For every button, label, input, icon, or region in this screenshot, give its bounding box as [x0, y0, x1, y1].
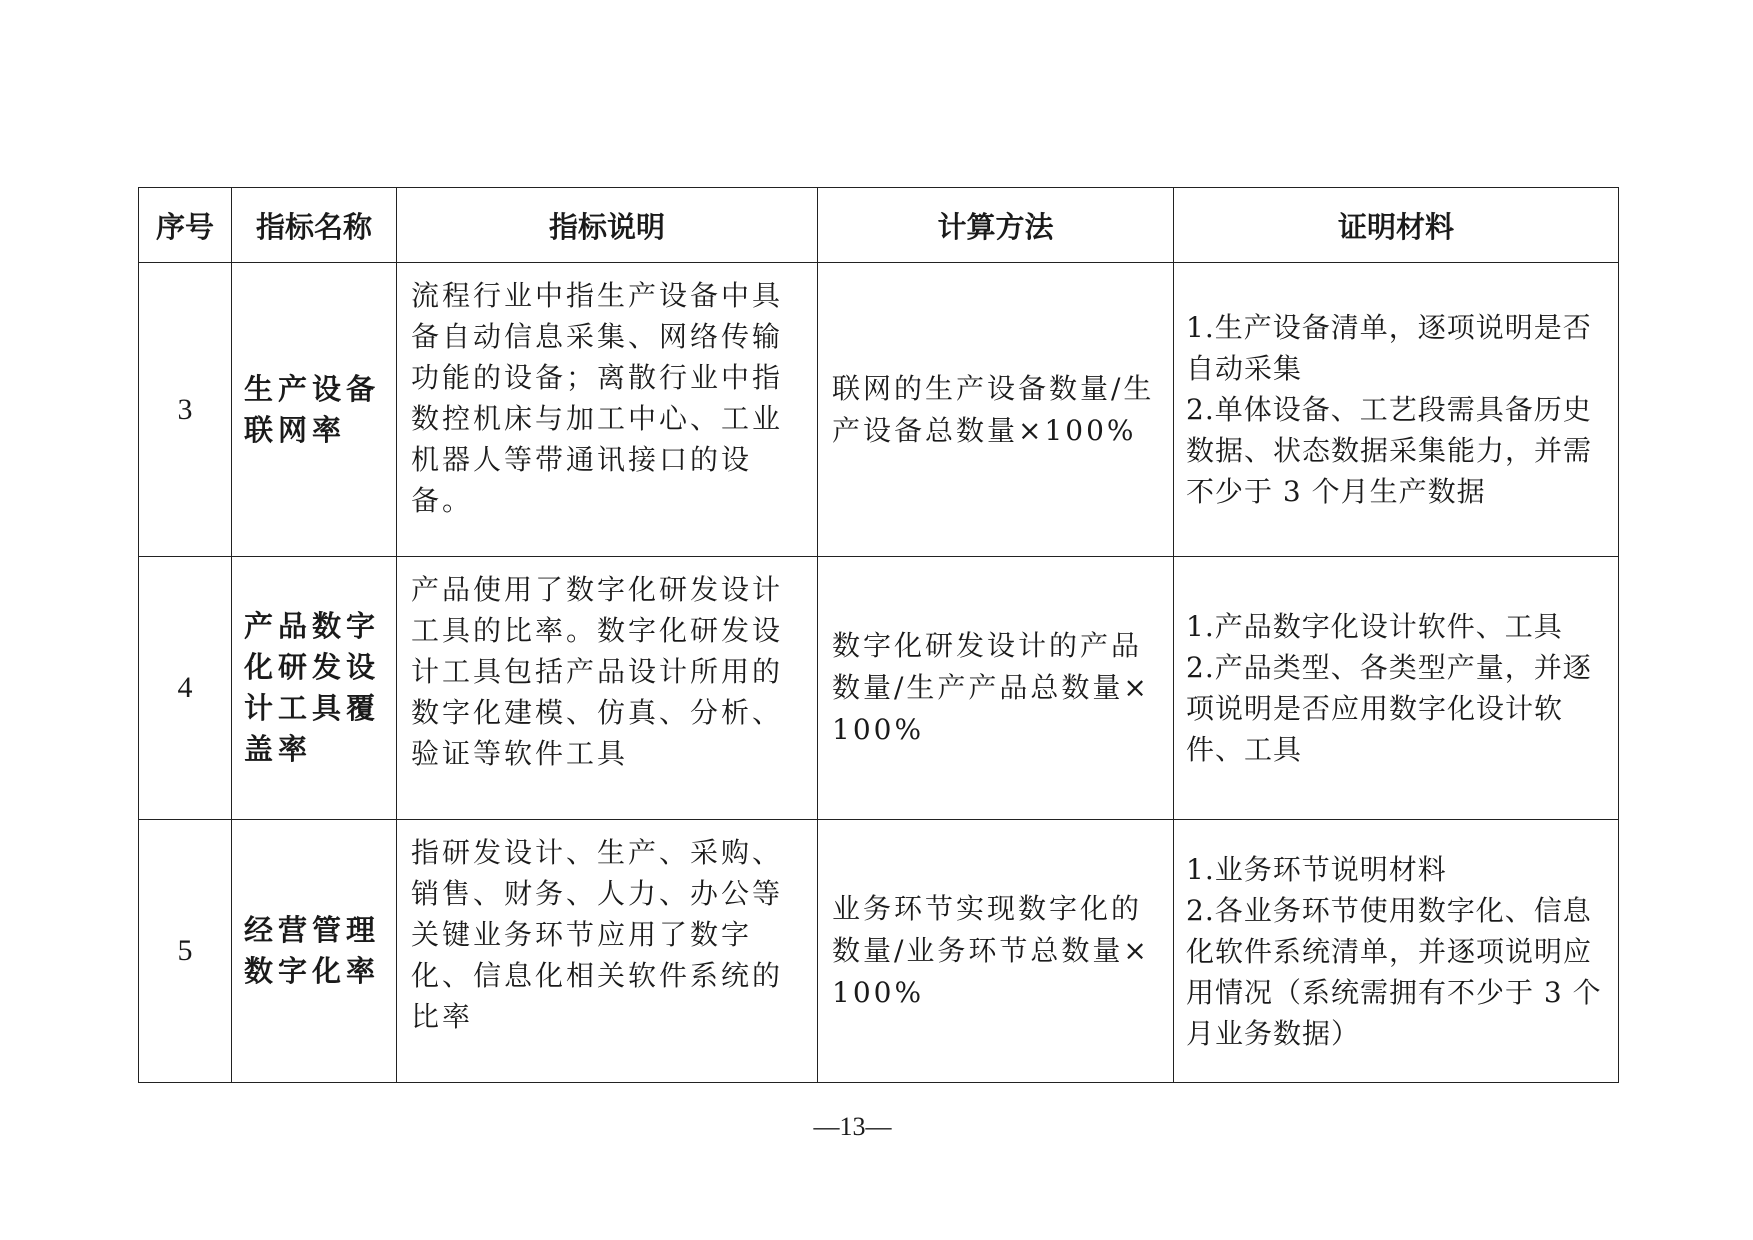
table-row — [139, 820, 1619, 1083]
header-desc: 指标说明 — [397, 188, 818, 263]
header-name: 指标名称 — [232, 188, 397, 263]
proof-materials — [1174, 820, 1619, 1083]
proof-item: 2.各业务环节使用数字化、信息化软件系统清单，并逐项说明应用情况（系统需拥有不少于 3 个月业务数据） — [1186, 893, 1602, 1050]
indicator-name: 产品数字化研发设计工具覆盖率 — [244, 609, 381, 766]
calculation-method: 数字化研发设计的产品数量/生产产品总数量×100% — [818, 557, 1174, 820]
table-row — [139, 263, 1619, 557]
indicator-name: 经营管理数字化率 — [244, 913, 381, 988]
proof-item: 1.业务环节说明材料 — [1186, 852, 1447, 886]
header-seq: 序号 — [139, 188, 232, 263]
indicator-description: 产品使用了数字化研发设计工具的比率。数字化研发设计工具包括产品设计所用的数字化建模、仿真、分析、验证等软件工具 — [397, 557, 818, 820]
proof-materials — [1174, 263, 1619, 557]
table-header-row — [139, 188, 1619, 263]
row-seq: 3 — [139, 263, 232, 557]
indicator-table — [138, 187, 1619, 1083]
calculation-method: 业务环节实现数字化的数量/业务环节总数量×100% — [818, 820, 1174, 1083]
proof-item: 1.生产设备清单，逐项说明是否自动采集 — [1186, 311, 1592, 385]
proof-materials — [1174, 557, 1619, 820]
proof-item: 2.产品类型、各类型产量，并逐项说明是否应用数字化设计软件、工具 — [1186, 651, 1592, 766]
row-seq: 5 — [139, 820, 232, 1083]
indicator-description: 流程行业中指生产设备中具备自动信息采集、网络传输功能的设备；离散行业中指数控机床与加工中心、工业机器人等带通讯接口的设备。 — [397, 263, 818, 557]
page-number: —13— — [813, 1112, 892, 1141]
proof-item: 1.产品数字化设计软件、工具 — [1186, 610, 1563, 643]
header-proof: 证明材料 — [1174, 188, 1619, 263]
indicator-description: 指研发设计、生产、采购、销售、财务、人力、办公等关键业务环节应用了数字化、信息化相关软件系统的比率 — [397, 820, 818, 1083]
header-calc: 计算方法 — [818, 188, 1174, 263]
calculation-method: 联网的生产设备数量/生产设备总数量×100% — [818, 263, 1174, 557]
table-row — [139, 557, 1619, 820]
row-seq: 4 — [139, 557, 232, 820]
proof-item: 2.单体设备、工艺段需具备历史数据、状态数据采集能力，并需不少于 3 个月生产数据 — [1186, 393, 1593, 508]
indicator-name: 生产设备联网率 — [244, 371, 381, 447]
